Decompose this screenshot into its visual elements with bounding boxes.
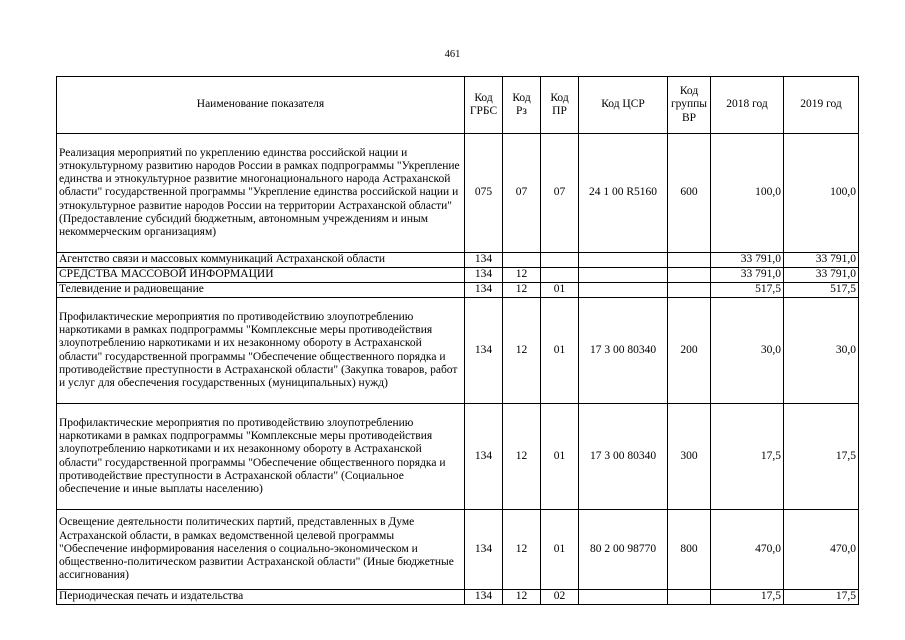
row-name: Профилактические мероприятия по противодействию злоупотреблению наркотиками в рамках подпрограммы "Комплексные меры противодействия злоупотреблению наркотиками и их незаконному обороту в Астраханской области" государственной программы "Обеспечение общественного порядка и противодействие преступности в Астраханской области" (Закупка товаров, работ и услуг для обеспечения государственных (муниципальных) нужд) bbox=[57, 298, 465, 404]
table-row bbox=[57, 590, 859, 605]
table-header-row bbox=[57, 77, 859, 134]
row-2018: 17,5 bbox=[711, 590, 784, 605]
header-rz: Код Рз bbox=[503, 77, 541, 134]
table-row bbox=[57, 510, 859, 590]
table-row bbox=[57, 404, 859, 510]
header-name: Наименование показателя bbox=[57, 77, 465, 134]
table-row bbox=[57, 283, 859, 298]
row-2019: 17,5 bbox=[784, 404, 859, 510]
budget-table bbox=[56, 76, 859, 605]
row-pr: 01 bbox=[541, 283, 579, 298]
header-pr: Код ПР bbox=[541, 77, 579, 134]
row-2018: 100,0 bbox=[711, 134, 784, 253]
row-2018: 17,5 bbox=[711, 404, 784, 510]
row-grbs: 134 bbox=[465, 590, 503, 605]
header-vr: Код группы ВР bbox=[668, 77, 711, 134]
row-grbs: 134 bbox=[465, 404, 503, 510]
row-rz: 07 bbox=[503, 134, 541, 253]
row-rz: 12 bbox=[503, 404, 541, 510]
row-vr bbox=[668, 268, 711, 283]
row-2019: 33 791,0 bbox=[784, 253, 859, 268]
row-pr bbox=[541, 268, 579, 283]
row-csr bbox=[579, 590, 668, 605]
row-csr bbox=[579, 253, 668, 268]
row-vr: 600 bbox=[668, 134, 711, 253]
row-vr: 200 bbox=[668, 298, 711, 404]
row-2018: 470,0 bbox=[711, 510, 784, 590]
row-rz: 12 bbox=[503, 283, 541, 298]
row-csr: 24 1 00 R5160 bbox=[579, 134, 668, 253]
header-2018: 2018 год bbox=[711, 77, 784, 134]
row-name: Телевидение и радиовещание bbox=[57, 283, 465, 298]
row-2019: 30,0 bbox=[784, 298, 859, 404]
row-name: Реализация мероприятий по укреплению единства российской нации и этнокультурному развитию народов России в рамках подпрограммы "Укрепление единства и этнокультурное развитие многонационального народа Астраханской области" государственной программы "Укрепление единства российской нации и этнокультурное развитие народов России на территории Астраханской области" (Предоставление субсидий бюджетным, автономным учреждениям и иным некоммерческим организациям) bbox=[57, 134, 465, 253]
row-pr: 01 bbox=[541, 404, 579, 510]
row-pr: 02 bbox=[541, 590, 579, 605]
row-grbs: 134 bbox=[465, 298, 503, 404]
row-2019: 517,5 bbox=[784, 283, 859, 298]
table-row bbox=[57, 268, 859, 283]
row-2018: 30,0 bbox=[711, 298, 784, 404]
table-row bbox=[57, 134, 859, 253]
row-csr: 80 2 00 98770 bbox=[579, 510, 668, 590]
row-vr bbox=[668, 253, 711, 268]
row-rz: 12 bbox=[503, 510, 541, 590]
row-2019: 470,0 bbox=[784, 510, 859, 590]
header-grbs: Код ГРБС bbox=[465, 77, 503, 134]
row-vr: 300 bbox=[668, 404, 711, 510]
row-pr: 01 bbox=[541, 510, 579, 590]
row-name: Агентство связи и массовых коммуникаций Астраханской области bbox=[57, 253, 465, 268]
row-csr: 17 3 00 80340 bbox=[579, 404, 668, 510]
row-grbs: 134 bbox=[465, 268, 503, 283]
row-vr bbox=[668, 590, 711, 605]
row-csr: 17 3 00 80340 bbox=[579, 298, 668, 404]
row-grbs: 134 bbox=[465, 253, 503, 268]
row-2018: 33 791,0 bbox=[711, 268, 784, 283]
header-2019: 2019 год bbox=[784, 77, 859, 134]
row-name: Периодическая печать и издательства bbox=[57, 590, 465, 605]
row-2019: 100,0 bbox=[784, 134, 859, 253]
row-rz: 12 bbox=[503, 298, 541, 404]
row-vr bbox=[668, 283, 711, 298]
row-2018: 33 791,0 bbox=[711, 253, 784, 268]
row-2019: 33 791,0 bbox=[784, 268, 859, 283]
page-number: 461 bbox=[444, 49, 461, 60]
row-name: Освещение деятельности политических партий, представленных в Думе Астраханской области, в рамках ведомственной целевой программы "Обеспечение информирования населения о социально-экономическом и общественно-политическом развитии Астраханской области" (Иные бюджетные ассигнования) bbox=[57, 510, 465, 590]
row-pr: 07 bbox=[541, 134, 579, 253]
table-row bbox=[57, 298, 859, 404]
row-2018: 517,5 bbox=[711, 283, 784, 298]
header-csr: Код ЦСР bbox=[579, 77, 668, 134]
row-grbs: 134 bbox=[465, 510, 503, 590]
row-2019: 17,5 bbox=[784, 590, 859, 605]
table-row bbox=[57, 253, 859, 268]
row-rz bbox=[503, 253, 541, 268]
row-name: Профилактические мероприятия по противодействию злоупотреблению наркотиками в рамках подпрограммы "Комплексные меры противодействия злоупотреблению наркотиками и их незаконному обороту в Астраханской области" государственной программы "Обеспечение общественного порядка и противодействие преступности в Астраханской области" (Социальное обеспечение и иные выплаты населению) bbox=[57, 404, 465, 510]
row-csr bbox=[579, 283, 668, 298]
row-grbs: 134 bbox=[465, 283, 503, 298]
row-rz: 12 bbox=[503, 268, 541, 283]
row-rz: 12 bbox=[503, 590, 541, 605]
row-pr: 01 bbox=[541, 298, 579, 404]
row-name: СРЕДСТВА МАССОВОЙ ИНФОРМАЦИИ bbox=[57, 268, 465, 283]
row-grbs: 075 bbox=[465, 134, 503, 253]
row-pr bbox=[541, 253, 579, 268]
row-csr bbox=[579, 268, 668, 283]
row-vr: 800 bbox=[668, 510, 711, 590]
